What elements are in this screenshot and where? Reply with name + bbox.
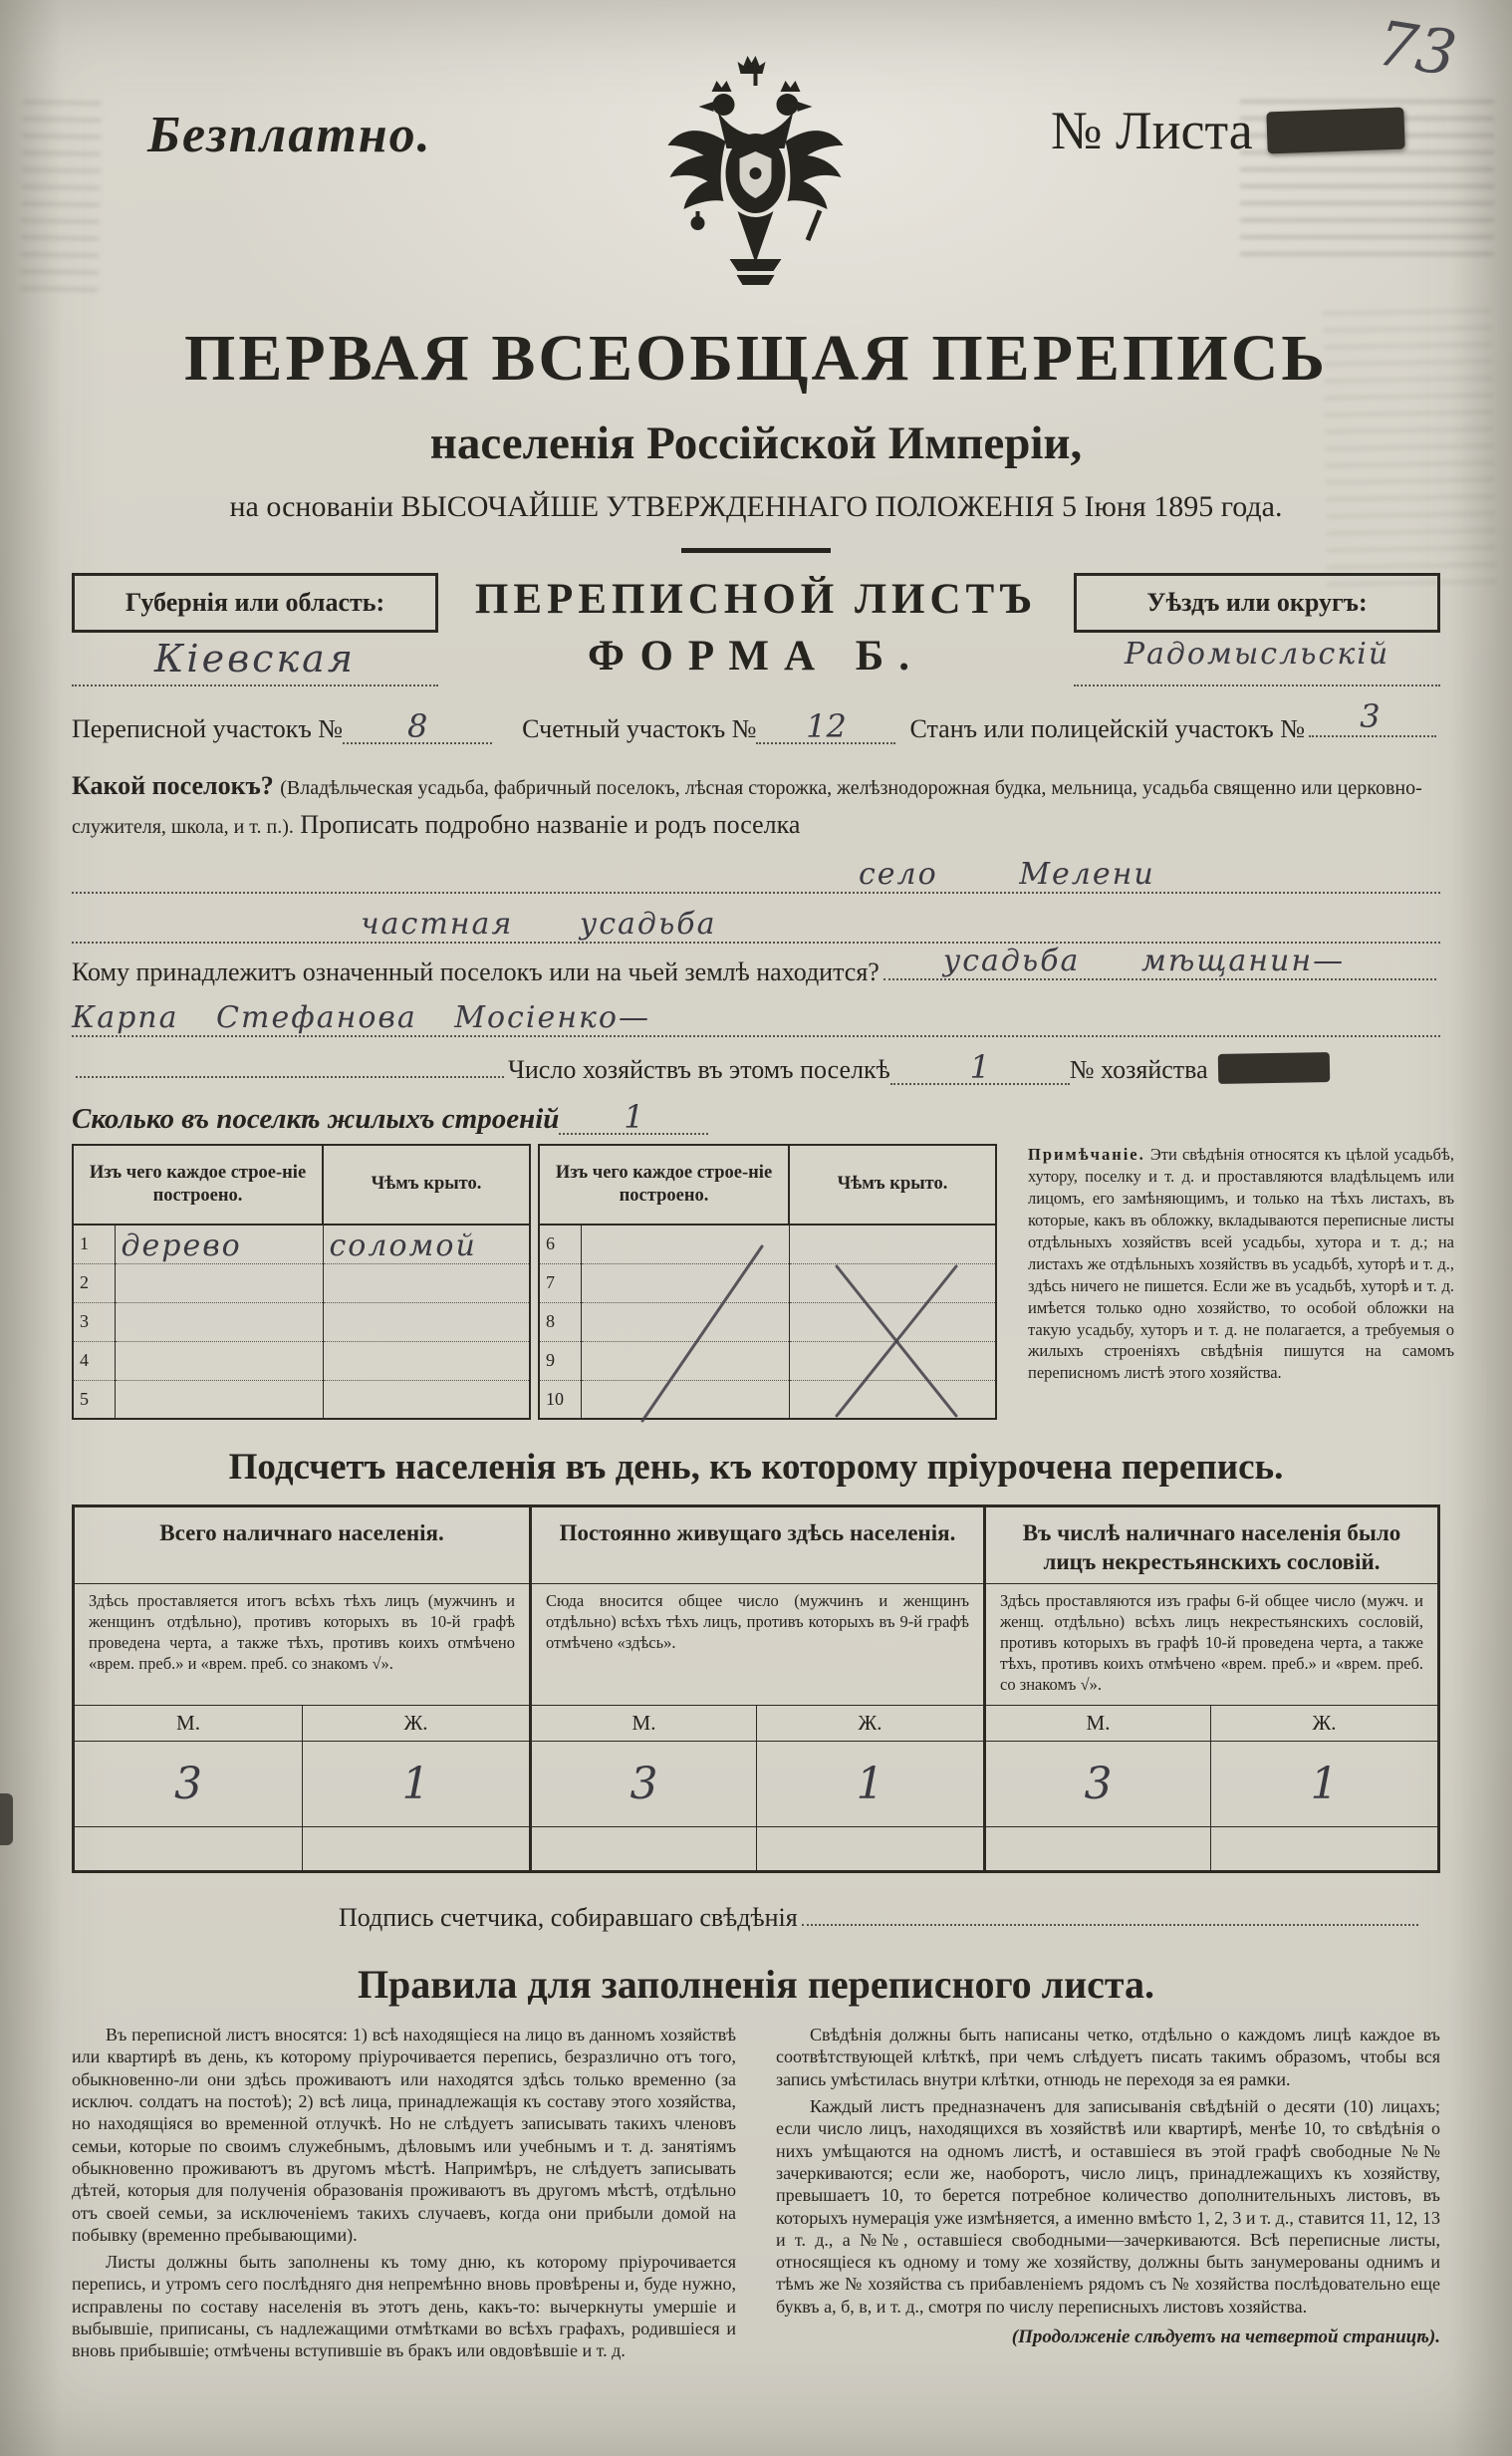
province-value-handwritten: Кіевская <box>154 637 356 681</box>
roof-value-handwritten: соломой <box>329 1228 477 1263</box>
form-title: ПЕРВАЯ ВСЕОБЩАЯ ПЕРЕПИСЬ <box>183 322 1328 395</box>
enumerator-signature-line <box>339 1903 1422 1933</box>
form-basis-line: на основаніи ВЫСОЧАЙШЕ УТВЕРЖДЕННАГО ПОЛОЖЕНІЯ 5 Іюня 1895 года. <box>229 490 1283 523</box>
buildings-count-blank <box>559 1098 708 1136</box>
male-count-cell <box>529 1741 756 1826</box>
sheet-title-column <box>438 573 1074 681</box>
census-precinct-blank <box>343 707 492 745</box>
row-number: 2 <box>73 1263 115 1302</box>
district-column <box>1074 573 1440 686</box>
owner-value-handwritten: усадьба мѣщанин— <box>942 944 1346 978</box>
roof-cell <box>323 1302 530 1341</box>
leader-dots <box>76 1076 504 1078</box>
buildings-section <box>0 1144 1512 1420</box>
free-label: Безплатно. <box>147 107 432 163</box>
group-header: Постоянно живущаго здѣсь населенія. <box>529 1507 983 1583</box>
empty-cell <box>756 1826 983 1870</box>
roof-column-header: Чѣмъ крыто. <box>371 1174 482 1195</box>
row-number: 4 <box>73 1341 115 1380</box>
district-entry-line <box>1074 637 1440 686</box>
row-number: 7 <box>539 1263 581 1302</box>
buildings-table-right <box>538 1144 997 1420</box>
form-letter: ФОРМА Б. <box>588 633 924 680</box>
population-table <box>72 1504 1440 1873</box>
building-row <box>73 1302 530 1341</box>
material-column-header: Изъ чего каждое строе-ніе построено. <box>555 1162 773 1206</box>
group-description: Здѣсь проставляются изъ графы 6-й общее число (мужч. и женщ. отдѣльно) всѣхъ лицъ некрестьянскихъ сословій, противъ которыхъ въ графѣ 10-й проведена черта, а также тѣхъ, противъ коихъ отмѣчено «врем. преб.» и «врем. преб. со знакомъ √». <box>983 1583 1437 1706</box>
material-cell <box>581 1225 789 1263</box>
rules-left-column <box>72 2024 736 2367</box>
building-row <box>539 1341 996 1380</box>
enumerator-signature-label: Подпись счетчика, собиравшаго свѣдѣнія <box>339 1903 798 1933</box>
count-precinct-value: 12 <box>806 707 847 745</box>
sheet-number-label: № Листа <box>1051 101 1253 160</box>
roof-cell <box>789 1263 996 1302</box>
corner-sheet-number-handwritten: 73 <box>1372 6 1462 91</box>
owner-name-handwritten: Карпа Стефанова Мосіенко— <box>72 1000 650 1035</box>
male-count-handwritten: 3 <box>1084 1759 1113 1810</box>
note-text: Эти свѣдѣнія относятся къ цѣлой усадьбѣ, хутору, поселку и т. д. и проставляются владѣльцемъ или лицомъ, его замѣняющимъ, и только на тѣхъ листахъ, въ которые, какъ въ обложку, вкладываются переписные листы отдѣльныхъ хозяйствъ всей усадьбы, хутора и т. д.; на листахъ же отдѣльныхъ хозяйствъ въ усадьбѣ, хуторѣ и т. д., здѣсь ничего не пишется. Если же въ усадьбѣ, хуторѣ и т. д. имѣется только одно хозяйство, то особой обложки на такую усадьбу, хуторъ и т. д. не полагается, а требуемыя о жилыхъ строеніяхъ свѣдѣнія пишутся на самомъ переписномъ листѣ этого хозяйства. <box>1028 1145 1454 1383</box>
settlement-question-paragraph <box>0 766 1512 844</box>
roof-cell <box>323 1341 530 1380</box>
row-number: 9 <box>539 1341 581 1380</box>
police-precinct-label: Станъ или полицейскій участокъ № <box>909 714 1306 743</box>
form-header-row <box>0 559 1512 686</box>
empty-cell <box>75 1826 302 1870</box>
settlement-question: Какой поселокъ? <box>72 771 274 800</box>
household-number-smudge <box>1217 1052 1330 1084</box>
male-column-header: М. <box>983 1705 1210 1741</box>
building-row <box>539 1263 996 1302</box>
province-label: Губернія или область: <box>125 588 385 617</box>
province-column <box>72 573 438 686</box>
row-number: 10 <box>546 1388 564 1409</box>
population-section-title: Подсчетъ населенія въ день, къ которому пріурочена перепись. <box>228 1447 1284 1488</box>
roof-cell <box>789 1380 996 1419</box>
province-box <box>72 573 438 633</box>
buildings-table-right-wrap <box>538 1144 997 1420</box>
signature-dotted-line <box>802 1924 1418 1926</box>
rules-paragraph: Каждый листъ предназначенъ для записыванія свѣдѣній о десяти (10) лицахъ; если число лицъ, находящихся въ хозяйствѣ или квартирѣ, менѣе 10, то свѣдѣнія о нихъ умѣщаются на одномъ листѣ, и оставшіеся въ этой графѣ свободные №№ зачеркиваются; если же, наоборотъ, число лицъ, принадлежащихъ къ хозяйству, превышаетъ 10, то берется потребное количество дополнительныхъ листовъ, въ которыхъ нумерація уже измѣняется, а именно вмѣсто 1, 2, 3 и т. д., ставится 11, 12, 13 и т. д., а №№, оставшіеся свободными—зачеркиваются. Всѣ переписные листы, относящіеся къ одному и тому же хозяйству, должны быть занумерованы однимъ и тѣмъ же № хозяйства съ прибавленіемъ рядомъ съ № хозяйства послѣдовательно еще буквъ а, б, в, и т. д., смотря по числу переписныхъ листовъ хозяйства. <box>776 2095 1440 2317</box>
building-row <box>539 1380 996 1419</box>
owner-entry-blank <box>883 944 1436 980</box>
district-label: Уѣздъ или округъ: <box>1146 588 1368 617</box>
rules-right-column <box>776 2024 1440 2367</box>
buildings-count-value: 1 <box>624 1098 644 1136</box>
roof-cell <box>323 1380 530 1419</box>
row-number: 6 <box>539 1225 581 1263</box>
empty-cell <box>302 1826 529 1870</box>
settlement-name-line <box>72 848 1440 894</box>
sheet-form-title: ПЕРЕПИСНОЙ ЛИСТЪ <box>474 576 1038 623</box>
district-box <box>1074 573 1440 633</box>
buildings-table-left <box>72 1144 531 1420</box>
empty-cell <box>1210 1826 1437 1870</box>
count-precinct-blank <box>756 707 895 745</box>
rules-paragraph: Свѣдѣнія должны быть написаны четко, отдѣльно о каждомъ лицѣ каждое въ соотвѣтствующей клѣткѣ, при чемъ слѣдуетъ писать такимъ образомъ, чтобы вся запись умѣстилась внутри клѣтки, отнюдь не переходя за ея рамки. <box>776 2025 1440 2089</box>
owner-question-line <box>0 944 1512 987</box>
male-column-header: М. <box>75 1705 302 1741</box>
masthead <box>0 0 1512 321</box>
district-value-handwritten: Радомысльскій <box>1124 637 1390 672</box>
rules-section <box>0 2008 1512 2367</box>
owner-name-line <box>72 991 1440 1037</box>
male-column-header: М. <box>529 1705 756 1741</box>
female-count-handwritten: 1 <box>401 1759 430 1810</box>
material-cell <box>115 1225 323 1263</box>
settlement-kind-line <box>72 898 1440 944</box>
empty-cell <box>529 1826 756 1870</box>
material-column-header: Изъ чего каждое строе-ніе построено. <box>89 1162 307 1206</box>
owner-question: Кому принадлежитъ означенный поселокъ или на чьей землѣ находится? <box>72 957 880 986</box>
row-number: 1 <box>73 1225 115 1263</box>
sheet-number-smudge <box>1266 108 1404 154</box>
row-number: 8 <box>539 1302 581 1341</box>
edge-ink-smudge <box>0 1793 13 1845</box>
form-subtitle: населенія Россійской Имперіи, <box>429 417 1083 469</box>
group-description: Здѣсь проставляется итогъ всѣхъ тѣхъ лицъ (мужчинъ и женщинъ отдѣльно), противъ которыхъ въ 10-й графѣ проведена черта, а также тѣхъ, противъ коихъ отмѣчено «врем. преб.» и «врем. преб. со знакомъ √». <box>75 1583 529 1706</box>
continuation-note: (Продолженіе слѣдуетъ на четвертой страницѣ). <box>1011 2326 1440 2348</box>
settlement-kind-handwritten: частная усадьба <box>361 907 717 942</box>
households-count-line <box>0 1048 1512 1086</box>
police-precinct-value: 3 <box>1360 697 1381 735</box>
male-count-cell <box>983 1741 1210 1826</box>
roof-cell <box>789 1341 996 1380</box>
female-count-cell <box>302 1741 529 1826</box>
material-cell <box>115 1263 323 1302</box>
material-cell <box>581 1380 789 1419</box>
census-precinct-value: 8 <box>406 707 428 745</box>
count-precinct-label: Счетный участокъ № <box>522 714 757 743</box>
material-cell <box>581 1341 789 1380</box>
sheet-number-row <box>1051 100 1404 161</box>
precinct-line <box>0 697 1512 745</box>
material-cell <box>115 1380 323 1419</box>
female-column-header: Ж. <box>756 1705 983 1741</box>
households-count-blank <box>890 1048 1070 1086</box>
building-row <box>73 1341 530 1380</box>
building-row <box>539 1225 996 1263</box>
male-count-handwritten: 3 <box>174 1759 202 1810</box>
note-lead: Примѣчаніе. <box>1028 1145 1145 1164</box>
roof-cell <box>789 1225 996 1263</box>
roof-cell <box>789 1302 996 1341</box>
building-row <box>73 1225 530 1263</box>
rules-paragraph: Листы должны быть заполнены къ тому дню, къ которому пріурочивается перепись, и утромъ сего послѣдняго дня непремѣнно вновь провѣрены и, буде нужно, исправлены по составу населенія въ этотъ день, какъ-то: вычеркнуты умершіе и выбывшіе, приписаны, съ надлежащими отмѣтками во всѣхъ графахъ, родившіеся и вновь прибывшіе; отмѣчены вступившіе въ бракъ или овдовѣвшіе и т. д. <box>72 2252 736 2361</box>
row-number: 5 <box>80 1388 89 1409</box>
households-count-label: Число хозяйствъ въ этомъ поселкѣ <box>508 1055 890 1084</box>
group-header: Въ числѣ наличнаго населенія было лицъ некрестьянскихъ сословій. <box>983 1507 1437 1583</box>
building-row <box>73 1380 530 1419</box>
buildings-count-label: Сколько въ поселкѣ жилыхъ строеній <box>72 1103 560 1135</box>
row-number: 3 <box>73 1302 115 1341</box>
census-precinct-label: Переписной участокъ № <box>72 714 344 743</box>
roof-column-header: Чѣмъ крыто. <box>837 1174 948 1195</box>
empty-cell <box>983 1826 1210 1870</box>
households-count-value: 1 <box>969 1048 990 1086</box>
group-header: Всего наличнаго населенія. <box>159 1520 444 1545</box>
buildings-tables <box>72 1144 998 1420</box>
rules-title: Правила для заполненія переписного листа. <box>357 1962 1155 2008</box>
settlement-type-note: (Владѣльческая усадьба, фабричный поселокъ, лѣсная сторожка, желѣзнодорожная будка, мельница, усадьба священно или церковно-служителя, школа, и т. п.). <box>72 777 1422 838</box>
material-cell <box>115 1302 323 1341</box>
rules-paragraph: Въ переписной листъ вносятся: 1) всѣ находящіеся на лицо въ данномъ хозяйствѣ или квартирѣ въ день, къ которому пріурочивается перепись, безразлично отъ того, обыкновенно-ли они здѣсь проживаютъ или находятся здѣсь только временно (за исключ. солдатъ на постоѣ); 2) всѣ лица, принадлежащія къ составу этого хозяйства, но находящіяся во временной отлучкѣ. Но не слѣдуетъ записывать такихъ членовъ семьи, которые по своимъ служебнымъ, дѣловымъ или учебнымъ и т. д. занятіямъ обыкновенно проживаютъ въ другомъ мѣстѣ. Напримѣръ, не слѣдуетъ записывать дѣтей, которыя для полученія образованія проживаютъ въ другомъ мѣстѣ, отдѣльно отъ своей семьи, за исключеніемъ такихъ случаевъ, когда они прибыли домой на побывку (временно пребывающими). <box>72 2025 736 2245</box>
female-column-header: Ж. <box>302 1705 529 1741</box>
female-count-handwritten: 1 <box>1310 1759 1339 1810</box>
group-description: Сюда вносится общее число (мужчинъ и женщинъ отдѣльно) всѣхъ тѣхъ лицъ, противъ которыхъ въ 9-й графѣ отмѣчено «здѣсь». <box>529 1583 983 1706</box>
female-column-header: Ж. <box>1210 1705 1437 1741</box>
building-row <box>73 1263 530 1302</box>
male-count-cell <box>75 1741 302 1826</box>
female-count-handwritten: 1 <box>856 1759 884 1810</box>
imperial-eagle-emblem <box>664 52 849 301</box>
female-count-cell <box>756 1741 983 1826</box>
buildings-note <box>998 1144 1454 1420</box>
building-row <box>539 1302 996 1341</box>
police-precinct-blank <box>1309 697 1436 737</box>
female-count-cell <box>1210 1741 1437 1826</box>
province-entry-line <box>72 637 438 686</box>
material-cell <box>581 1302 789 1341</box>
roof-cell <box>323 1225 530 1263</box>
material-value-handwritten: дерево <box>121 1228 242 1263</box>
material-cell <box>581 1263 789 1302</box>
buildings-count-line <box>0 1098 1512 1136</box>
household-number-label: № хозяйства <box>1069 1055 1208 1084</box>
settlement-name-handwritten: село Мелени <box>859 857 1155 892</box>
material-cell <box>115 1341 323 1380</box>
roof-cell <box>323 1263 530 1302</box>
title-divider <box>681 548 831 553</box>
male-count-handwritten: 3 <box>630 1759 658 1810</box>
settlement-instruction: Прописать подробно названіе и родъ поселка <box>300 810 801 839</box>
